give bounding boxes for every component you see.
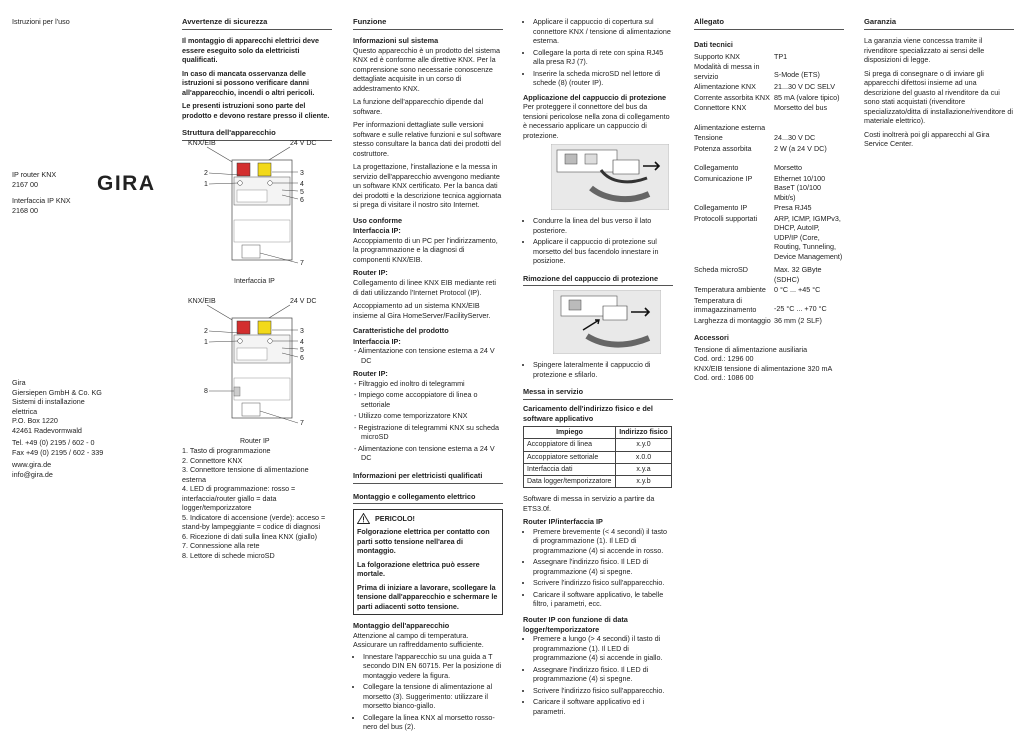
danger-title <box>357 513 499 524</box>
num-4-top: 4 <box>300 181 304 188</box>
website-link[interactable]: www.gira.de <box>12 460 52 469</box>
product-1 <box>12 170 56 189</box>
danger-text: La folgorazione elettrica può essere mortale. <box>357 559 480 579</box>
spec-value: TP1 <box>774 51 788 61</box>
appendix-heading: Allegato <box>694 17 844 30</box>
function-heading: Funzione <box>353 17 503 30</box>
num-2-top: 2 <box>204 170 208 177</box>
spec-value: 21...30 V DC SELV <box>774 82 835 92</box>
spec-label: Alimentazione KNX <box>694 82 756 92</box>
info-para: La progettazione, l'installazione e la messa in servizio dell'apparecchio avvengono mediante un software KNX certificato. Per la banca dati dei prodotti e la descrizione tecnica aggiornata si prega di visitare il nostro sito Internet. <box>353 162 502 210</box>
intended-use-router-label: Router IP: <box>353 268 388 278</box>
num-5-bottom: 5 <box>300 347 304 354</box>
cap-step: • Condurre la linea del bus verso il lato posteriore. <box>533 216 673 235</box>
logger-step: • Assegnare l'indirizzo fisico. Il LED di programmazione (4) si spegne. <box>533 665 673 684</box>
part-item: 7. Connessione alla rete <box>182 541 260 550</box>
spec-value: 24...30 V DC <box>774 133 816 143</box>
mounting-list <box>353 652 503 732</box>
doc-type: Istruzioni per l'uso <box>12 17 70 26</box>
spec-label: Connettore KNX <box>694 103 747 113</box>
software-note: Software di messa in servizio a partire da ETS3.0f. <box>523 494 655 513</box>
dc-label-bottom: 24 V DC <box>290 298 317 305</box>
intended-use-if-label: Interfaccia IP: <box>353 226 401 236</box>
table-cell: Accoppiatore di linea <box>524 439 616 451</box>
spec-label: Collegamento <box>694 163 739 173</box>
address-line: 42461 Radevormwald <box>12 425 82 435</box>
spec-label: Tensione <box>694 133 723 143</box>
cap-step: • Applicare il cappuccio di protezione sul morsetto del bus facendolo innestare in posizione. <box>533 237 673 266</box>
feature-item: - Alimentazione con tensione esterna a 24 V DC <box>361 444 503 463</box>
info-para: Questo apparecchio è un prodotto del sistema KNX ed è conforme alle direttive KNX. Per la comprensione sono necessarie conoscenze dettagliate acquisite in un corso di addestramento KNX. <box>353 45 501 93</box>
structure-heading: Struttura dell'apparecchio <box>182 128 332 141</box>
device-diagram <box>182 135 332 447</box>
table-cell: Accoppiatore settoriale <box>524 451 616 463</box>
table-cell: x.y.b <box>616 476 672 488</box>
accessory-line: KNX/EIB tensione di alimentazione 320 mA <box>694 363 833 373</box>
commissioning-column <box>523 17 673 720</box>
spec-value: S-Mode (ETS) <box>774 70 820 80</box>
part-item: 8. Lettore di schede microSD <box>182 550 275 560</box>
info-para: La funzione dell'apparecchio dipende dal software. <box>353 97 484 116</box>
tech-data-heading: Dati tecnici <box>694 40 733 50</box>
dc-label-top: 24 V DC <box>290 140 317 147</box>
table-row <box>524 451 672 463</box>
feature-item: - Filtraggio ed inoltro di telegrammi <box>361 379 503 389</box>
mounting-step: • Collegare la linea KNX al morsetto rosso-nero del bus (2). <box>363 713 503 732</box>
part-item: 6. Ricezione di dati sulla linea KNX (giallo) <box>182 531 318 541</box>
address-line: Gira <box>12 378 26 387</box>
feature-item: - Utilizzo come temporizzatore KNX <box>361 411 503 421</box>
num-4-bottom: 4 <box>300 339 304 346</box>
spec-label: Corrente assorbita KNX <box>694 92 770 102</box>
num-7-top: 7 <box>300 260 304 267</box>
logger-step: • Scrivere l'indirizzo fisico sull'apparecchio. <box>533 686 673 696</box>
accessory-line: Cod. ord.: 1296 00 <box>694 354 754 364</box>
num-6-bottom: 6 <box>300 355 304 362</box>
spec-value: -25 °C ... +70 °C <box>774 303 827 313</box>
danger-text: Prima di iniziare a lavorare, scollegare la tensione dall'apparecchio e schermare le parti adiacenti sotto tensione. <box>357 582 498 611</box>
connection-step: • Collegare la porta di rete con spina RJ45 alla presa RJ (7). <box>533 48 673 67</box>
spec-label: Potenza assorbita <box>694 143 752 153</box>
table-cell: x.y.0 <box>616 439 672 451</box>
connection-steps <box>523 17 673 88</box>
connection-step: • Applicare il cappuccio di copertura sul connettore KNX / tensione di alimentazione esterna. <box>533 17 673 46</box>
warranty-text: Costi inoltrerà poi gli apparecchi al Gira Service Center. <box>864 129 990 149</box>
safety-column <box>182 17 332 147</box>
address-line: elettrica <box>12 406 38 416</box>
system-info-heading: Informazioni sul sistema <box>353 36 439 46</box>
cap-heading: Applicazione del cappuccio di protezione <box>523 92 667 102</box>
spec-label: Protocolli supportati <box>694 213 758 223</box>
feature-item: - Registrazione di telegrammi KNX su scheda microSD <box>361 423 503 442</box>
num-3-bottom: 3 <box>300 328 304 335</box>
address-table <box>523 426 672 488</box>
accessories-heading: Accessori <box>694 333 729 343</box>
logger-steps <box>523 634 673 716</box>
accessory-line: Cod. ord.: 1086 00 <box>694 373 754 383</box>
part-item: 4. LED di programmazione: rosso = interfaccia/router giallo = data logger/temporizzatore <box>182 484 296 512</box>
spec-value: 36 mm (2 SLF) <box>774 315 822 325</box>
intended-use-router-text-2: Accoppiamento ad un sistema KNX/EIB insieme al Gira HomeServer/FacilityServer. <box>353 301 491 320</box>
table-cell: Data logger/temporizzatore <box>524 476 616 488</box>
table-row <box>524 476 672 488</box>
intended-use-if-text: Accoppiamento di un PC per l'indirizzamento, la programmazione e la diagnosi di componenti KNX/EIB. <box>353 235 498 264</box>
mounting-sub-heading: Montaggio dell'apparecchio <box>353 621 450 631</box>
spec-value: Morsetto del bus <box>774 103 828 113</box>
part-item: 1. Tasto di programmazione <box>182 446 271 455</box>
safety-text-1: Il montaggio di apparecchi elettrici deve essere eseguito solo da elettricisti qualificati. <box>182 36 319 65</box>
cover-column <box>12 17 162 27</box>
spec-value: Morsetto <box>774 163 802 173</box>
spec-table <box>694 52 844 327</box>
num-6-top: 6 <box>300 197 304 204</box>
appendix-column <box>694 17 844 383</box>
interface-caption: Interfaccia IP <box>234 278 275 285</box>
spec-label: Comunicazione IP <box>694 173 753 183</box>
product-2-name: Interfaccia IP KNX <box>12 196 71 205</box>
feature-item: - Alimentazione con tensione esterna a 24 V DC <box>361 346 503 365</box>
num-7-bottom: 7 <box>300 420 304 427</box>
num-1-top: 1 <box>204 181 208 188</box>
num-8: 8 <box>204 388 208 395</box>
email-link[interactable]: info@gira.de <box>12 469 53 479</box>
router-if-step: • Premere brevemente (< 4 secondi) il tasto di programmazione (1). Il LED di programmazione (4) si accende in rosso. <box>533 527 673 556</box>
router-if-step: • Caricare il software applicativo, le tabelle filtro, i parametri, ecc. <box>533 590 673 609</box>
cap-remove-figure <box>553 290 661 354</box>
intended-use-heading: Uso conforme <box>353 215 403 225</box>
features-router-list <box>353 379 503 463</box>
warranty-column <box>864 17 1014 153</box>
spec-value: 85 mA (valore tipico) <box>774 92 840 102</box>
router-if-step: • Scrivere l'indirizzo fisico sull'apparecchio. <box>533 578 673 588</box>
parts-list <box>182 446 332 560</box>
danger-title-text: PERICOLO! <box>375 513 415 523</box>
spec-label: Supporto KNX <box>694 51 740 61</box>
table-row <box>524 463 672 475</box>
mounting-heading: Montaggio e collegamento elettrico <box>353 492 503 505</box>
product-2-code: 2168 00 <box>12 205 38 215</box>
danger-box <box>353 509 503 615</box>
router-caption: Router IP <box>240 438 270 445</box>
cap-fit-figure <box>551 144 669 210</box>
table-header: Indirizzo fisico <box>616 427 672 439</box>
safety-text-2: In caso di mancata osservanza delle istruzioni si possono verificare danni all'apparecchio, incendi o altri pericoli. <box>182 68 315 97</box>
router-if-heading: Router IP/interfaccia IP <box>523 517 603 527</box>
num-2-bottom: 2 <box>204 328 208 335</box>
spec-label: Collegamento IP <box>694 203 748 213</box>
spec-value: 2 W (a 24 V DC) <box>774 143 827 153</box>
spec-label: Larghezza di montaggio <box>694 315 771 325</box>
fax: Fax +49 (0) 2195 / 602 - 339 <box>12 447 104 457</box>
cap-remove-steps <box>523 360 673 379</box>
warranty-heading: Garanzia <box>864 17 1014 30</box>
gira-logo: GIRA <box>97 172 156 195</box>
cap-remove-step: • Spingere lateralmente il cappuccio di protezione e sfilarlo. <box>533 360 673 379</box>
table-header-row <box>524 427 672 439</box>
spec-label: Temperatura ambiente <box>694 285 766 295</box>
mounting-step: • Collegare la tensione di alimentazione al morsetto (3). Suggerimento: utilizzare il morsetto bianco-giallo. <box>363 682 503 711</box>
product-1-name: IP router KNX <box>12 170 57 179</box>
table-header: Impiego <box>524 427 616 439</box>
warranty-text: La garanzia viene concessa tramite il rivenditore specializzato ai sensi delle disposizioni di legge. <box>864 36 985 65</box>
table-cell: x.y.a <box>616 463 672 475</box>
commissioning-heading: Messa in servizio <box>523 387 673 400</box>
spec-value: ARP, ICMP, IGMPv3, DHCP, AutoIP, UDP/IP (Core, Routing, Tunneling, Device Management) <box>774 213 843 261</box>
part-item: 3. Connettore tensione di alimentazione esterna <box>182 465 309 484</box>
warning-icon <box>357 513 370 524</box>
cap-text: Per proteggere il connettore del bus da tensioni pericolose nella zona di collegamento è necessario applicare un cappuccio di protezione. <box>523 102 670 140</box>
cap-remove-heading: Rimozione del cappuccio di protezione <box>523 274 673 287</box>
safety-heading: Avvertenze di sicurezza <box>182 17 332 30</box>
product-1-code: 2167 00 <box>12 179 38 189</box>
spec-value: Max. 32 GByte (SDHC) <box>774 265 822 284</box>
connection-step: • Inserire la scheda microSD nel lettore di schede (8) (router IP). <box>533 69 673 88</box>
router-if-step: • Assegnare l'indirizzo fisico. Il LED di programmazione (4) si spegne. <box>533 557 673 576</box>
phone: Tel. +49 (0) 2195 / 602 - 0 <box>12 438 95 447</box>
address-load-heading: Caricamento dell'indirizzo fisico e del software applicativo <box>523 403 653 423</box>
spec-value: 0 °C ... +45 °C <box>774 285 821 295</box>
mounting-step: • Innestare l'apparecchio su una guida a T secondo DIN EN 60715. Per la posizione di montaggio vedere la figura. <box>363 652 503 681</box>
safety-text-3: Le presenti istruzioni sono parte del prodotto e devono restare presso il cliente. <box>182 101 330 120</box>
address-line: Giersiepen GmbH & Co. KG <box>12 387 102 397</box>
cap-steps <box>523 216 673 266</box>
logger-heading: Router IP con funzione di data logger/temporizzatore <box>523 614 628 634</box>
spec-label: Modalità di messa in servizio <box>694 62 760 81</box>
product-2 <box>12 196 71 215</box>
address-line: P.O. Box 1220 <box>12 416 58 425</box>
spec-label: Scheda microSD <box>694 265 748 275</box>
danger-text: Folgorazione elettrica per contatto con parti sotto tensione nell'area di montaggio. <box>357 527 490 556</box>
function-column <box>353 17 503 736</box>
spec-value: Presa RJ45 <box>774 203 812 213</box>
table-cell: Interfaccia dati <box>524 463 616 475</box>
table-row <box>524 439 672 451</box>
num-3-top: 3 <box>300 170 304 177</box>
spec-label: Temperatura di immagazzinamento <box>694 295 757 315</box>
intended-use-router-text-1: Collegamento di linee KNX EIB mediante reti di dati utilizzando l'Internet Protocol (IP). <box>353 278 497 297</box>
part-item: 5. Indicatore di accensione (verde): acceso = stand-by lampeggiante = codice di diagnosi <box>182 512 326 531</box>
mounting-text: Attenzione al campo di temperatura. Assicurare un raffreddamento sufficiente. <box>353 630 484 650</box>
features-heading: Caratteristiche del prodotto <box>353 326 449 336</box>
knx-label-bottom: KNX/EIB <box>188 298 216 305</box>
features-router-label: Router IP: <box>353 369 388 379</box>
accessory-line: Tensione di alimentazione ausiliaria <box>694 344 808 354</box>
feature-item: - Impiego come accoppiatore di linea o settoriale <box>361 390 503 409</box>
part-item: 2. Connettore KNX <box>182 455 243 465</box>
warranty-text: Si prega di consegnare o di inviare gli apparecchi difettosi insieme ad una descrizione del guasto al rivenditore da cui sono stati acquistati (rivenditore specializzato/ditta di installazione/rivenditore di materiale elettrico). <box>864 68 1014 126</box>
spec-label: Alimentazione esterna <box>694 122 766 132</box>
info-para: Per informazioni dettagliate sulle versioni software e sulle relative funzioni e sul software stesso consultare la banca dati dei prodotti del costruttore. <box>353 120 502 158</box>
features-if-list <box>353 346 503 365</box>
knx-label-top: KNX/EIB <box>188 140 216 147</box>
spec-value: Ethernet 10/100 BaseT (10/100 Mbit/s) <box>774 173 826 202</box>
features-if-label: Interfaccia IP: <box>353 336 401 346</box>
table-cell: x.0.0 <box>616 451 672 463</box>
qualified-heading: Informazioni per elettricisti qualificati <box>353 471 503 484</box>
logger-step: • Premere a lungo (> 4 secondi) il tasto di programmazione (1). Il LED di programmazione (4) si accende in giallo. <box>533 634 673 663</box>
router-if-steps <box>523 527 673 609</box>
address-line: Sistemi di installazione <box>12 397 85 406</box>
num-1-bottom: 1 <box>204 339 208 346</box>
num-5-top: 5 <box>300 189 304 196</box>
manufacturer-address <box>12 378 162 479</box>
logger-step: • Caricare il software applicativo ed i parametri. <box>533 697 673 716</box>
